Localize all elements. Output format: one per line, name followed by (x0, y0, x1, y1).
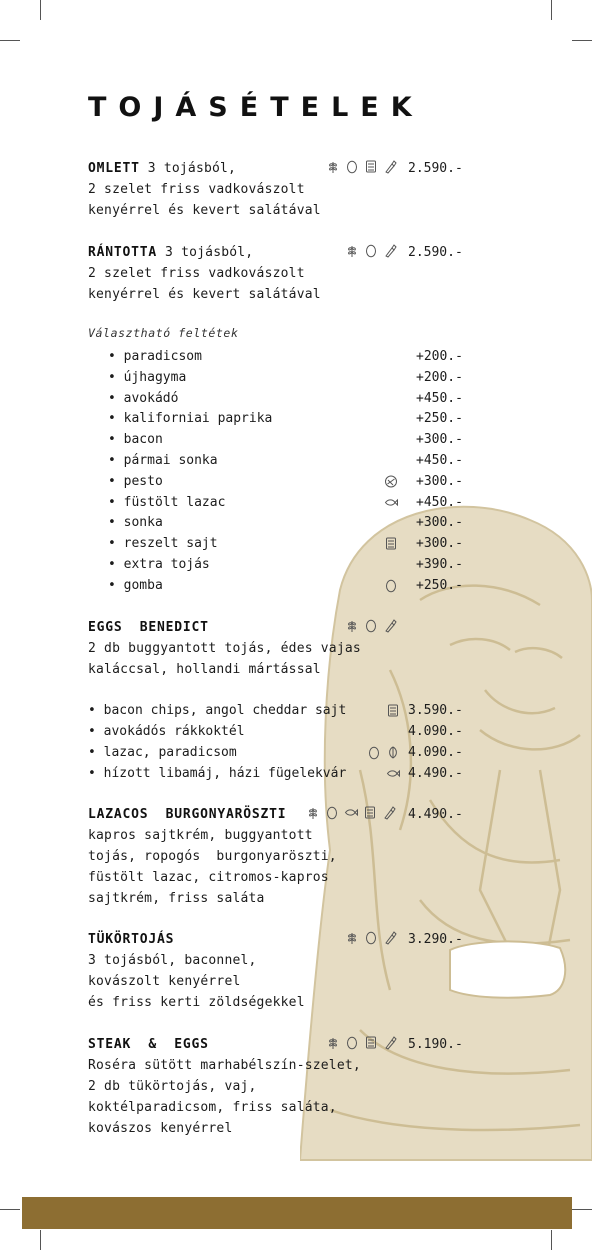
item-desc: 2 db tükörtojás, vaj, (88, 1079, 257, 1094)
item-name: EGGS BENEDICT (88, 620, 209, 635)
menu-item-rantotta (88, 242, 253, 263)
item-desc: 3 tojásból, (139, 161, 237, 176)
topping-price: +450.- (416, 494, 463, 510)
item-name: STEAK & EGGS (88, 1037, 209, 1052)
item-desc: kapros sajtkrém, buggyantott (88, 828, 313, 843)
item-desc: 2 szelet friss vadkovászolt (88, 266, 305, 281)
topping-price: +200.- (416, 349, 463, 364)
topping-price: +450.- (416, 390, 463, 406)
benedict-option-price: 3.590.- (408, 703, 463, 718)
crop-mark (551, 0, 552, 20)
item-price: 5.190.- (408, 1037, 463, 1052)
item-desc: 2 szelet friss vadkovászolt (88, 182, 305, 197)
mustard-icon (383, 930, 397, 945)
footer-bar (22, 1197, 572, 1229)
topping-price: +450.- (416, 453, 463, 468)
item-desc: 2 db buggyantott tojás, édes vajas (88, 641, 361, 656)
wheat-icon (345, 243, 359, 258)
mustard-icon (383, 1035, 397, 1050)
topping-price: +390.- (416, 557, 463, 572)
benedict-option: • lazac, paradicsom (88, 745, 237, 760)
benedict-option-price: 4.490.- (408, 766, 463, 781)
fish-icon (384, 495, 398, 510)
toppings-heading: Választható feltétek (88, 326, 239, 340)
egg-icon (325, 805, 339, 820)
crop-mark (572, 1209, 592, 1210)
item-desc: 3 tojásból, (157, 245, 254, 260)
benedict-option: • avokádós rákkoktél (88, 724, 245, 739)
item-price: 2.590.- (408, 245, 463, 260)
topping-price: +300.- (416, 536, 463, 552)
cheese-icon (363, 805, 377, 820)
wheat-icon (306, 805, 320, 820)
soy-icon (386, 745, 400, 760)
fish-icon (386, 766, 400, 781)
benedict-option: • hízott libamáj, házi fügelekvár (88, 766, 347, 781)
egg-icon (364, 618, 378, 633)
item-price: 4.490.- (408, 807, 463, 822)
item-desc: és friss kerti zöldségekkel (88, 995, 305, 1010)
topping-price: +200.- (416, 369, 463, 385)
cheese-icon (386, 703, 400, 718)
topping-price: +250.- (416, 411, 463, 427)
nut-icon (384, 474, 398, 489)
item-name: RÁNTOTTA (88, 245, 158, 260)
topping-item: • extra tojás (108, 557, 210, 572)
wheat-icon (345, 930, 359, 945)
topping-item: • füstölt lazac (108, 494, 226, 510)
crop-mark (551, 1230, 552, 1250)
topping-price: +300.- (416, 432, 463, 448)
crop-mark (0, 40, 20, 41)
item-desc: kenyérrel és kevert salátával (88, 287, 321, 302)
page-title: TOJÁSÉTELEK (88, 92, 424, 123)
wheat-icon (326, 159, 340, 174)
item-name: LAZACOS BURGONYARÖSZTI (88, 807, 287, 822)
fish-icon (344, 805, 358, 820)
benedict-option: • bacon chips, angol cheddar sajt (88, 703, 347, 718)
egg-icon (364, 243, 378, 258)
menu-item-benedict (88, 617, 209, 638)
item-desc: sajtkrém, friss saláta (88, 891, 265, 906)
egg-icon (367, 745, 381, 760)
topping-price: +250.- (416, 577, 463, 593)
item-price: 3.290.- (408, 932, 463, 947)
menu-item-steak (88, 1034, 209, 1055)
cheese-icon (364, 1035, 378, 1050)
topping-item: • avokádó (108, 390, 179, 406)
mustard-icon (383, 618, 397, 633)
mustard-icon (383, 159, 397, 174)
item-price: 2.590.- (408, 161, 463, 176)
crop-mark (0, 1209, 20, 1210)
item-name: TÜKÖRTOJÁS (88, 932, 175, 947)
item-desc: kovászos kenyérrel (88, 1121, 233, 1136)
topping-item: • újhagyma (108, 369, 187, 385)
egg-icon (384, 578, 398, 593)
crop-mark (40, 0, 41, 20)
item-desc: 3 tojásból, baconnel, (88, 953, 257, 968)
cheese-icon (364, 159, 378, 174)
crop-mark (572, 40, 592, 41)
topping-price: +300.- (416, 473, 463, 489)
topping-item: • reszelt sajt (108, 536, 218, 552)
topping-price: +300.- (416, 515, 463, 531)
mustard-icon (382, 805, 396, 820)
mustard-icon (383, 243, 397, 258)
wheat-icon (345, 618, 359, 633)
topping-item: • bacon (108, 432, 163, 448)
topping-item: • pesto (108, 473, 163, 489)
topping-item: • gomba (108, 577, 163, 593)
item-desc: tojás, ropogós burgonyaröszti, (88, 849, 337, 864)
topping-item: • pármai sonka (108, 453, 218, 468)
topping-item: • sonka (108, 515, 163, 531)
menu-item-lazacos (88, 804, 286, 825)
egg-icon (345, 1035, 359, 1050)
menu-item-omlett (88, 158, 236, 179)
item-desc: kenyérrel és kevert salátával (88, 203, 321, 218)
topping-item: • kaliforniai paprika (108, 411, 273, 427)
item-name: OMLETT (88, 161, 140, 176)
wheat-icon (326, 1035, 340, 1050)
egg-icon (364, 930, 378, 945)
benedict-option-price: 4.090.- (408, 745, 463, 760)
egg-icon (345, 159, 359, 174)
item-desc: kovászolt kenyérrel (88, 974, 241, 989)
topping-item: • paradicsom (108, 349, 202, 364)
benedict-option-price: 4.090.- (408, 724, 463, 739)
item-desc: Roséra sütött marhabélszín-szelet, (88, 1058, 361, 1073)
cheese-icon (384, 536, 398, 551)
item-desc: kaláccsal, hollandi mártással (88, 662, 321, 677)
item-desc: füstölt lazac, citromos-kapros (88, 870, 329, 885)
crop-mark (40, 1230, 41, 1250)
menu-item-tukortojas (88, 929, 174, 950)
item-desc: koktélparadicsom, friss saláta, (88, 1100, 337, 1115)
